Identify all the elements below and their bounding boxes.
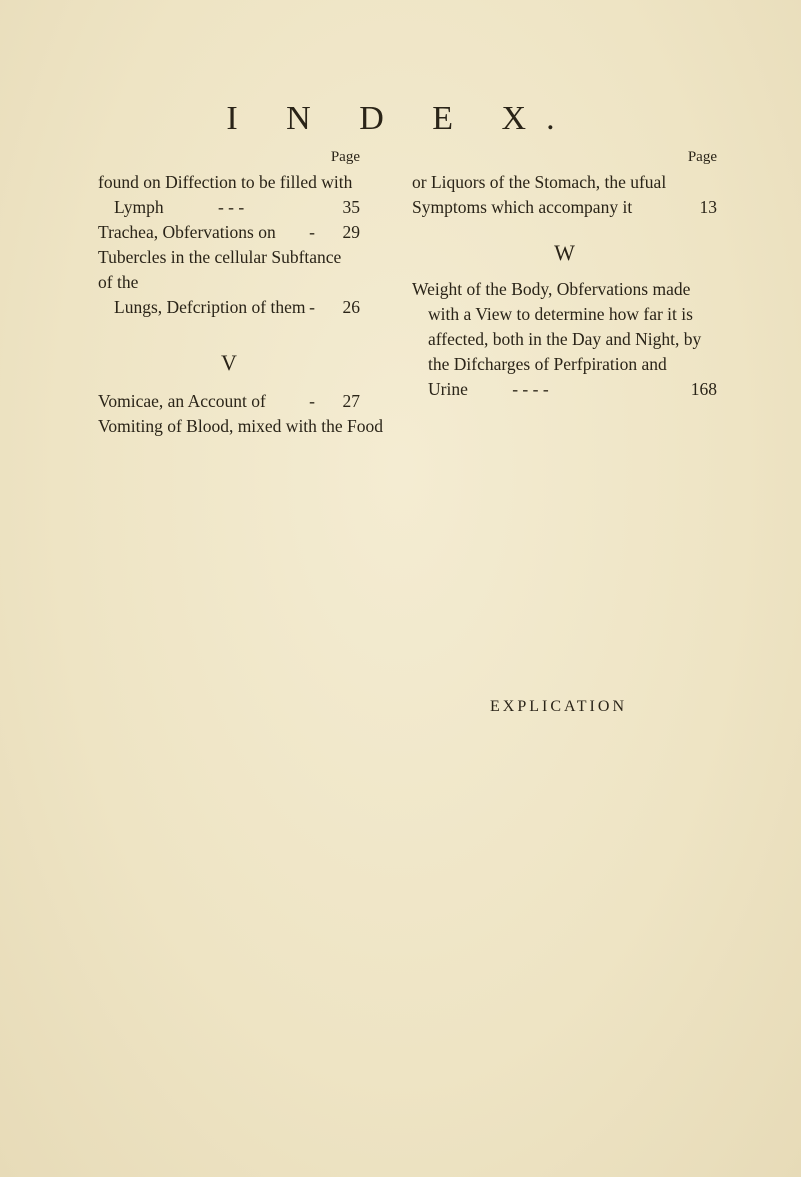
entry-text: Lungs, Defcription of them	[114, 297, 306, 317]
entry-text: affected, both in the Day and Night, by	[428, 329, 702, 349]
entry-text: with a View to determine how far it is	[428, 304, 693, 324]
index-entry-lymph	[98, 170, 360, 220]
entry-text: Vomiting of Blood, mixed with the Food	[98, 416, 384, 436]
entry-leader: - - -	[217, 197, 245, 217]
entry-text: Lymph	[114, 197, 164, 217]
entry-text: Vomicae, an Account of	[98, 391, 266, 411]
entry-text: Urine	[428, 379, 468, 399]
index-entry-weight	[412, 277, 717, 402]
entry-text: the Difcharges of Perfpiration and	[428, 354, 667, 374]
page-number: 27	[342, 391, 360, 411]
page-number: 168	[690, 379, 717, 399]
section-letter-w: W	[554, 240, 575, 265]
page-number: 26	[342, 297, 360, 317]
right-column	[412, 148, 717, 402]
entry-leader: -	[309, 222, 315, 242]
right-page-label: Page	[687, 149, 717, 165]
entry-text: found on Diffection to be filled with	[98, 172, 353, 192]
index-entry-vomiting	[98, 414, 384, 439]
index-entry-vomicae	[98, 389, 360, 414]
entry-leader: -	[309, 391, 315, 411]
entry-text: Weight of the Body, Obfervations made	[412, 279, 691, 299]
left-page-label: Page	[330, 149, 360, 165]
page-number: 13	[699, 197, 717, 217]
entry-text: or Liquors of the Stomach, the ufual	[412, 172, 667, 192]
page-number: 29	[342, 222, 360, 242]
index-entry-tubercles	[98, 245, 360, 320]
left-column	[98, 148, 384, 439]
entry-leader: -	[309, 297, 315, 317]
entry-leader: - - - -	[512, 379, 549, 399]
entry-text: Symptoms which accompany it	[412, 197, 633, 217]
index-entry-stomach-continued	[412, 170, 717, 220]
section-letter-v: V	[221, 350, 237, 375]
entry-text: Trachea, Obfervations on	[98, 222, 276, 242]
index-entry-trachea	[98, 220, 360, 245]
page-title: I N D E X.	[226, 100, 575, 137]
entry-text: Tubercles in the cellular Subftance of the	[98, 247, 342, 292]
page-number: 35	[342, 197, 360, 217]
catchword: EXPLICATION	[490, 698, 627, 715]
